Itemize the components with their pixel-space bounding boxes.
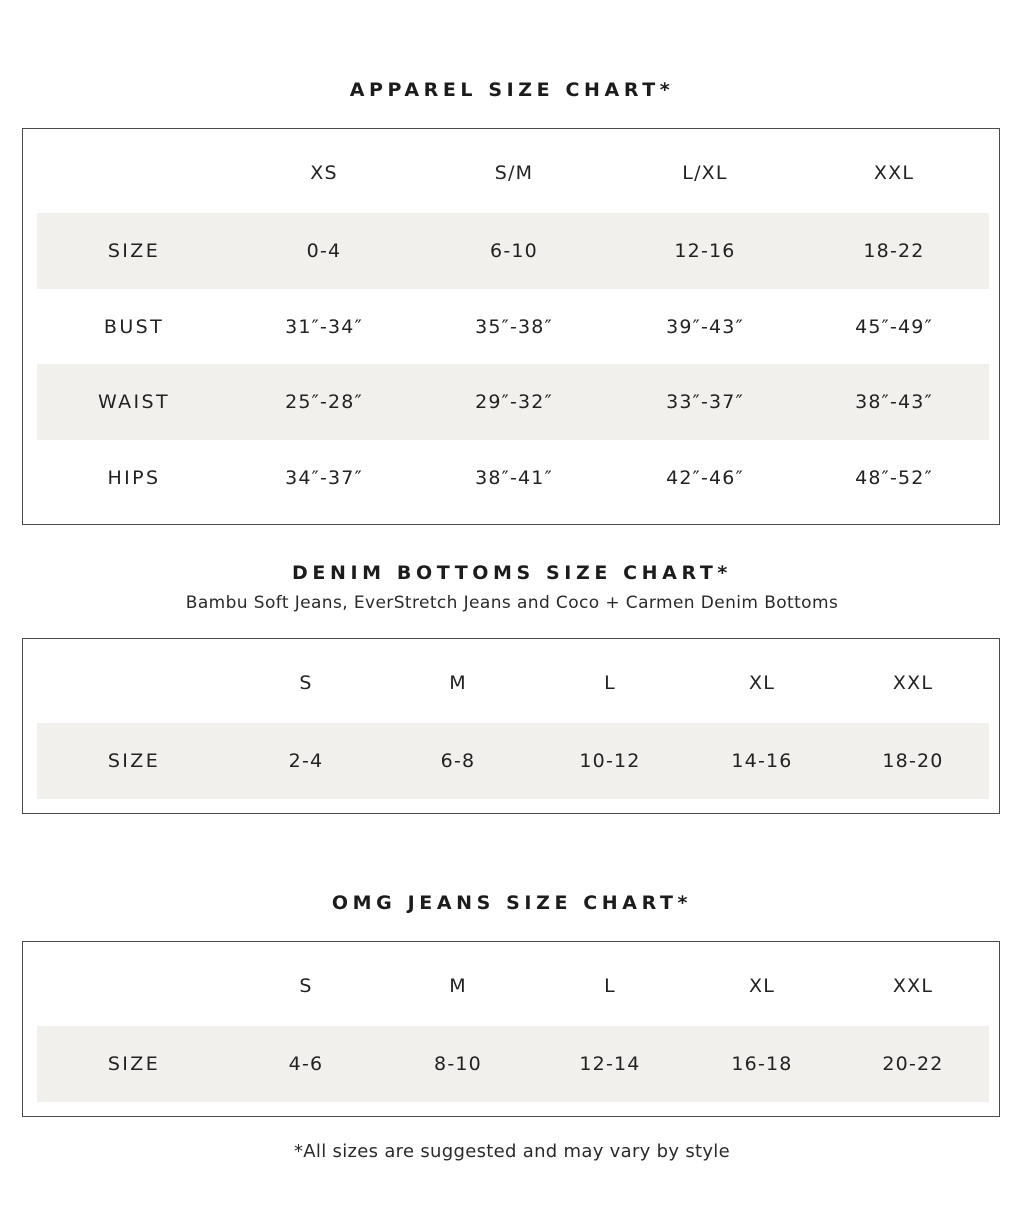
table-cell: 12-14 xyxy=(579,1053,641,1075)
apparel-header-xxl: XXL xyxy=(873,162,915,184)
table-cell: 6-8 xyxy=(440,750,476,772)
table-cell: 0-4 xyxy=(306,240,342,262)
table-cell: 18-22 xyxy=(863,240,925,262)
row-label: WAIST xyxy=(97,391,170,413)
table-cell: 4-6 xyxy=(288,1053,324,1075)
denim-header-s: S xyxy=(299,672,313,694)
table-cell: 45″-49″ xyxy=(855,316,933,338)
table-cell: 35″-38″ xyxy=(475,316,553,338)
table-cell: 29″-32″ xyxy=(475,391,553,413)
table-cell: 14-16 xyxy=(731,750,793,772)
table-cell: 25″-28″ xyxy=(285,391,363,413)
denim-size-table xyxy=(22,638,1000,814)
omg-header-xxl: XXL xyxy=(892,975,934,997)
apparel-chart-title: APPAREL SIZE CHART* xyxy=(349,79,675,101)
apparel-header-row xyxy=(37,135,989,211)
apparel-header-xs: XS xyxy=(310,162,338,184)
denim-chart-subtitle: Bambu Soft Jeans, EverStretch Jeans and Coco + Carmen Denim Bottoms xyxy=(185,593,839,613)
table-cell: 33″-37″ xyxy=(666,391,744,413)
row-label: SIZE xyxy=(107,1053,161,1075)
table-cell: 6-10 xyxy=(490,240,538,262)
apparel-header-lxl: L/XL xyxy=(682,162,728,184)
denim-row-size xyxy=(37,723,989,799)
table-cell: 12-16 xyxy=(674,240,736,262)
table-cell: 10-12 xyxy=(579,750,641,772)
table-cell: 8-10 xyxy=(434,1053,482,1075)
denim-header-m: M xyxy=(449,672,467,694)
table-cell: 39″-43″ xyxy=(666,316,744,338)
table-cell: 16-18 xyxy=(731,1053,793,1075)
row-label: BUST xyxy=(103,316,165,338)
table-cell: 48″-52″ xyxy=(855,467,933,489)
table-cell: 34″-37″ xyxy=(285,467,363,489)
table-cell: 42″-46″ xyxy=(666,467,744,489)
apparel-row-size xyxy=(37,213,989,289)
apparel-row-waist xyxy=(37,364,989,440)
denim-header-row xyxy=(37,645,989,721)
omg-chart-title: OMG JEANS SIZE CHART* xyxy=(331,892,693,914)
apparel-row-hips xyxy=(37,440,989,516)
table-cell: 38″-43″ xyxy=(855,391,933,413)
table-cell: 2-4 xyxy=(288,750,324,772)
footnote: *All sizes are suggested and may vary by style xyxy=(294,1141,730,1162)
row-label: SIZE xyxy=(107,750,161,772)
omg-header-l: L xyxy=(604,975,616,997)
apparel-size-table xyxy=(22,128,1000,525)
omg-header-m: M xyxy=(449,975,467,997)
table-cell: 38″-41″ xyxy=(475,467,553,489)
apparel-row-bust xyxy=(37,289,989,365)
omg-row-size xyxy=(37,1026,989,1102)
table-cell: 18-20 xyxy=(882,750,944,772)
apparel-header-sm: S/M xyxy=(494,162,534,184)
denim-header-l: L xyxy=(604,672,616,694)
omg-header-xl: XL xyxy=(748,975,775,997)
table-cell: 20-22 xyxy=(882,1053,944,1075)
denim-header-xxl: XXL xyxy=(892,672,934,694)
denim-header-xl: XL xyxy=(748,672,775,694)
row-label: HIPS xyxy=(107,467,161,489)
denim-chart-title: DENIM BOTTOMS SIZE CHART* xyxy=(292,562,732,584)
omg-header-s: S xyxy=(299,975,313,997)
omg-header-row xyxy=(37,948,989,1024)
row-label: SIZE xyxy=(107,240,161,262)
omg-size-table xyxy=(22,941,1000,1117)
table-cell: 31″-34″ xyxy=(285,316,363,338)
